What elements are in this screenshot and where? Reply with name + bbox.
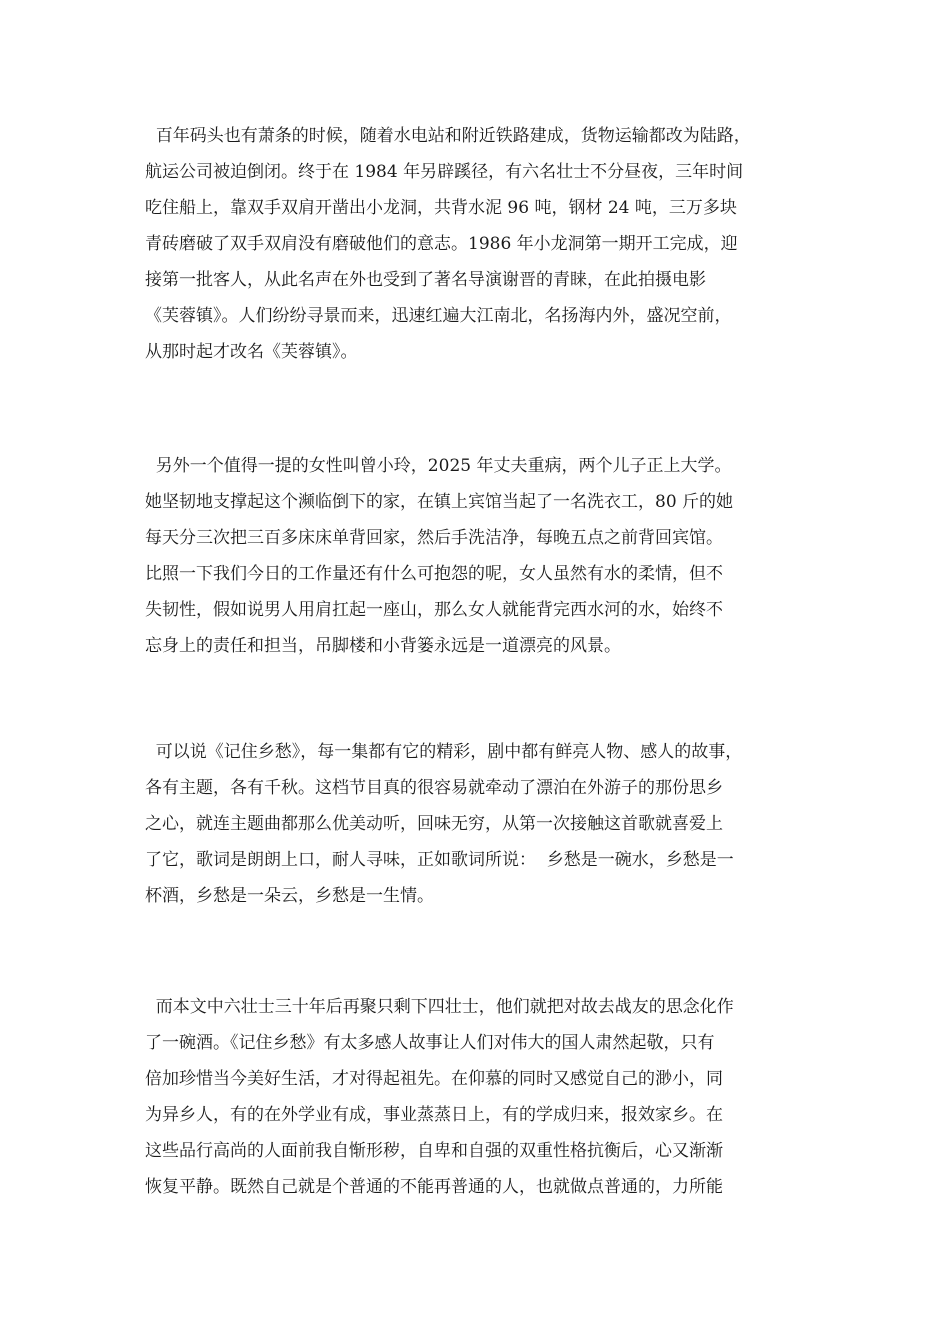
- text-line: 之心，就连主题曲都那么优美动听，回味无穷，从第一次接触这首歌就喜爱上: [145, 814, 723, 834]
- text-line: 另外一个值得一提的女性叫曾小玲，2025 年丈夫重病，两个儿子正上大学。: [145, 456, 732, 476]
- text-line: 倍加珍惜当今美好生活，才对得起祖先。在仰慕的同时又感觉自己的渺小，同: [145, 1069, 723, 1089]
- text-line: 可以说《记住乡愁》，每一集都有它的精彩，剧中都有鲜亮人物、感人的故事，: [145, 742, 743, 762]
- text-line: 失韧性，假如说男人用肩扛起一座山，那么女人就能背完西水河的水，始终不: [145, 600, 723, 620]
- text-line: 从那时起才改名《芙蓉镇》。: [145, 342, 358, 362]
- text-line: 这些品行高尚的人面前我自惭形秽，自卑和自强的双重性格抗衡后，心又渐渐: [145, 1141, 723, 1161]
- text-line: 百年码头也有萧条的时候，随着水电站和附近铁路建成，货物运输都改为陆路，: [145, 126, 751, 146]
- text-line: 了它，歌词是朗朗上口，耐人寻味，正如歌词所说： 乡愁是一碗水，乡愁是一: [145, 850, 734, 870]
- text-line: 接第一批客人，从此名声在外也受到了著名导演谢晋的青睐，在此拍摄电影: [145, 270, 706, 290]
- text-line: 航运公司被迫倒闭。终于在 1984 年另辟蹊径，有六名壮士不分昼夜，三年时间: [145, 162, 744, 182]
- text-line: 青砖磨破了双手双肩没有磨破他们的意志。1986 年小龙洞第一期开工完成，迎: [145, 234, 738, 254]
- text-line: 而本文中六壮士三十年后再聚只剩下四壮士，他们就把对故去战友的思念化作: [145, 997, 734, 1017]
- paragraph-4: [145, 989, 835, 1205]
- text-line: 恢复平静。既然自己就是个普通的不能再普通的人，也就做点普通的，力所能: [145, 1177, 723, 1197]
- text-line: 比照一下我们今日的工作量还有什么可抱怨的呢，女人虽然有水的柔情，但不: [145, 564, 723, 584]
- text-line: 每天分三次把三百多床床单背回家，然后手洗洁净，每晚五点之前背回宾馆。: [145, 528, 723, 548]
- text-line: 各有主题，各有千秋。这档节目真的很容易就牵动了漂泊在外游子的那份思乡: [145, 778, 723, 798]
- text-line: 杯酒，乡愁是一朵云，乡愁是一生情。: [145, 886, 434, 906]
- text-line: 《芙蓉镇》。人们纷纷寻景而来，迅速红遍大江南北，名扬海内外，盛况空前，: [145, 306, 732, 326]
- text-line: 了一碗酒。《记住乡愁》有太多感人故事让人们对伟大的国人肃然起敬，只有: [145, 1033, 715, 1053]
- text-line: 忘身上的责任和担当，吊脚楼和小背篓永远是一道漂亮的风景。: [145, 636, 621, 656]
- text-line: 为异乡人，有的在外学业有成，事业蒸蒸日上，有的学成归来，报效家乡。在: [145, 1105, 723, 1125]
- text-line: 她坚韧地支撑起这个濒临倒下的家，在镇上宾馆当起了一名洗衣工，80 斤的她: [145, 492, 734, 512]
- paragraph-1: [145, 118, 835, 370]
- paragraph-2: [145, 448, 835, 664]
- paragraph-3: [145, 734, 835, 914]
- text-line: 吃住船上，靠双手双肩开凿出小龙洞，共背水泥 96 吨，钢材 24 吨，三万多块: [145, 198, 737, 218]
